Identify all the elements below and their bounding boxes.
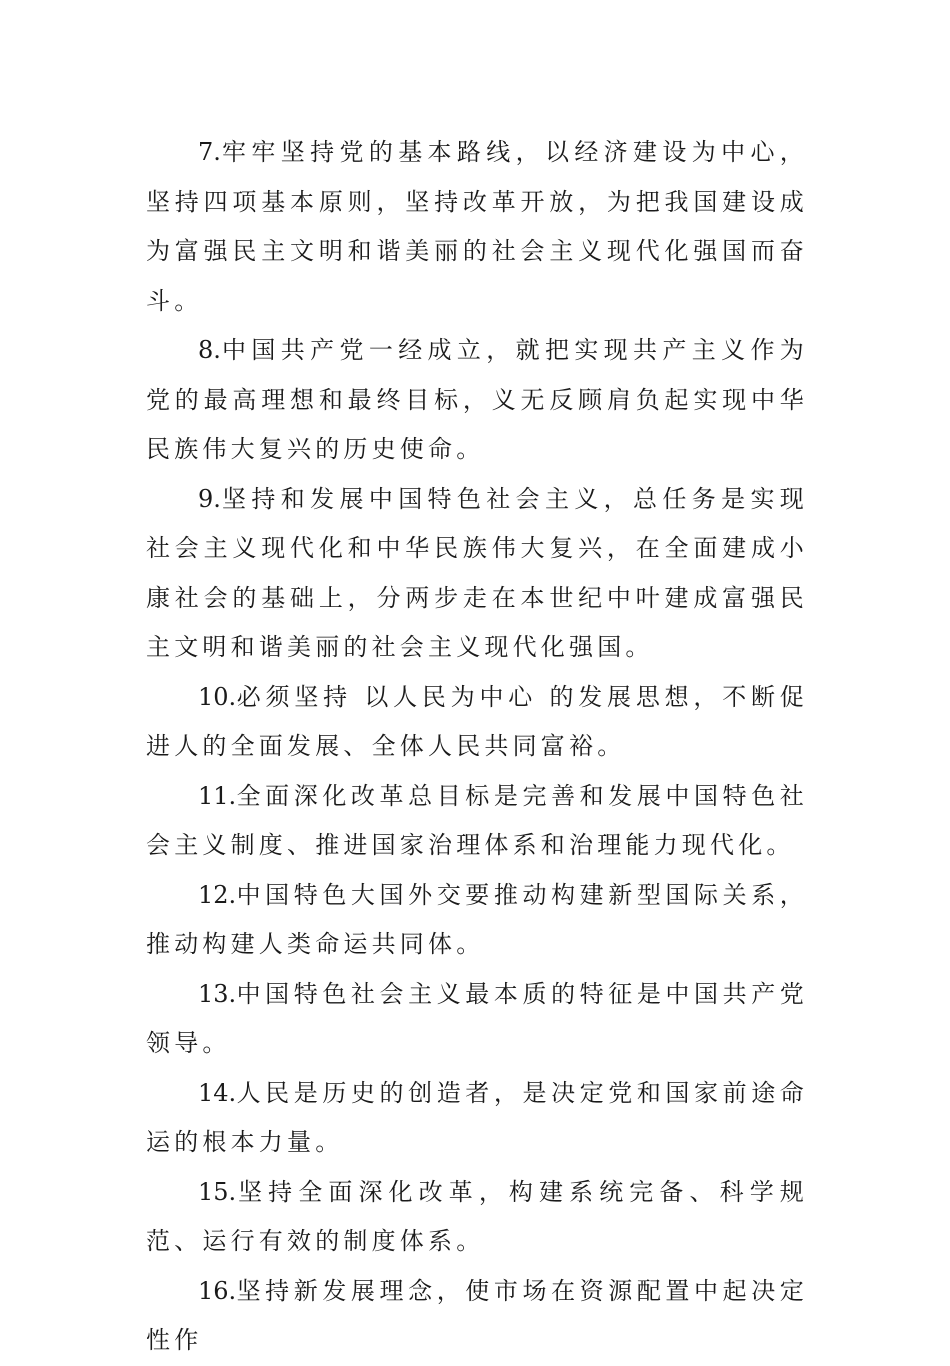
item-number: 14. bbox=[198, 1078, 237, 1107]
paragraph-13 bbox=[146, 970, 808, 1069]
paragraph-7 bbox=[146, 128, 808, 326]
item-number: 15. bbox=[198, 1177, 237, 1206]
paragraph-text: 全面深化改革总目标是完善和发展中国特色社会主义制度、推进国家治理体系和治理能力现代化。 bbox=[146, 781, 808, 859]
item-number: 12. bbox=[198, 880, 237, 909]
paragraph-text: 必须坚持 以人民为中心 的发展思想，不断促进人的全面发展、全体人民共同富裕。 bbox=[146, 682, 808, 760]
paragraph-text: 中国共产党一经成立，就把实现共产主义作为党的最高理想和最终目标，义无反顾肩负起实现中华民族伟大复兴的历史使命。 bbox=[146, 336, 808, 463]
paragraph-12 bbox=[146, 871, 808, 970]
paragraph-16 bbox=[146, 1267, 808, 1366]
item-number: 7. bbox=[198, 138, 221, 166]
paragraph-text: 坚持全面深化改革，构建系统完备、科学规范、运行有效的制度体系。 bbox=[146, 1177, 808, 1255]
paragraph-14 bbox=[146, 1069, 808, 1168]
document-body bbox=[146, 128, 808, 1366]
paragraph-text: 人民是历史的创造者，是决定党和国家前途命运的根本力量。 bbox=[146, 1078, 808, 1156]
item-number: 10. bbox=[198, 682, 237, 711]
paragraph-15 bbox=[146, 1168, 808, 1267]
paragraph-8 bbox=[146, 326, 808, 475]
item-number: 8. bbox=[198, 336, 221, 364]
item-number: 9. bbox=[198, 484, 221, 513]
paragraph-10 bbox=[146, 673, 808, 772]
paragraph-9 bbox=[146, 475, 808, 673]
item-number: 16. bbox=[198, 1276, 237, 1305]
item-number: 11. bbox=[198, 781, 237, 810]
paragraph-11 bbox=[146, 772, 808, 871]
paragraph-text: 中国特色大国外交要推动构建新型国际关系，推动构建人类命运共同体。 bbox=[146, 880, 808, 958]
paragraph-text: 中国特色社会主义最本质的特征是中国共产党领导。 bbox=[146, 979, 808, 1057]
paragraph-text: 牢牢坚持党的基本路线，以经济建设为中心，坚持四项基本原则，坚持改革开放，为把我国建设成为富强民主文明和谐美丽的社会主义现代化强国而奋斗。 bbox=[146, 138, 808, 315]
item-number: 13. bbox=[198, 979, 237, 1008]
paragraph-text: 坚持和发展中国特色社会主义，总任务是实现社会主义现代化和中华民族伟大复兴，在全面建成小康社会的基础上，分两步走在本世纪中叶建成富强民主文明和谐美丽的社会主义现代化强国。 bbox=[146, 484, 808, 661]
paragraph-text: 坚持新发展理念，使市场在资源配置中起决定性作 bbox=[146, 1276, 808, 1354]
